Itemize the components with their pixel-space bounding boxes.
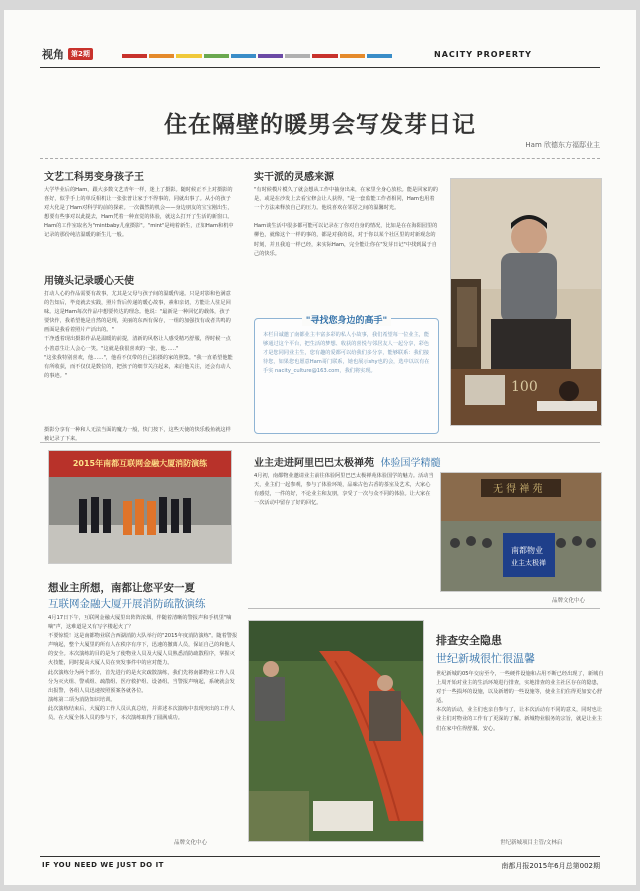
photo-taiji bbox=[440, 472, 602, 592]
section-divider-2 bbox=[248, 608, 600, 609]
footer-rule bbox=[40, 856, 600, 857]
heading-taiji-main: 业主走进阿里巴巴太极禅苑 bbox=[254, 458, 374, 469]
paragraph-fire: 4月17日下午，互联网金融大厦里出阵阵浓烟，伴随着清晰的警报声和手机里"嘀嘀"声，这难道是又有写字楼起火了？ 不要惊慌！这是南都物业联合西湖消防大队举行的"2015年度消防演练"。随着警报声响起，整个大厦里的所有人在秩序有序下，迅速的撤离人员，保证自己的和他人的安全。本次演练的目的是为了使物业人员及大厦人员熟悉消防疏散程序，掌握灭火技能，同时提高大厦人员在突发事件中的应对能力。 此次演练分为两个部分，首先进行的是火灾疏散演练，我们先将南都物业工作人员分为灭火组、警戒组、疏散组、医疗救护组、设备组。当警报声响起，系统就会发出报警，各组人员迅速按照预案各就各位。 演练第二项为消防知识培训。 此次演练结束后，大厦的工作人员认真总结，并讲述本次演练中表现突出的工作人员。在大厦全体人员的参与下，本次演练取得了圆满成功。 bbox=[48, 615, 238, 722]
callout-box bbox=[254, 318, 439, 434]
caption-taiji: 品牌文化中心 bbox=[552, 598, 586, 604]
paragraph-safety: 世纪新城的05年交房至今，一些硬件设施和占用不断已经出现了，新城自上周开始对业主的生活环境进行排查，实地排查的业主社区存在的隐患，对于一些损坏的设施，以及新增的一些设施等，使业主们住得更加安心舒适。 本次的活动，业主们也亲自参与了，让本次活动有不同的意义，同时也让业主们对物业的工作有了更深的了解。新城物业服务的宗旨，就是让业主们在家中住得舒服、安心。 bbox=[436, 671, 604, 732]
brand-label: NACITY PROPERTY bbox=[434, 50, 532, 59]
svg-text:南都物业: 南都物业 bbox=[511, 546, 543, 555]
color-bar-segment bbox=[176, 54, 201, 58]
color-bar-segment bbox=[204, 54, 229, 58]
paragraph-ham-1: 大学毕业后的Ham，跟大多数文艺青年一样，迷上了摄影。随时候正不上对摄影的喜好，似乎手上的单反相机让一张张普让家于不得事的，同就出事了。从小的孩子对大化是了Ham对科学的前的探索。一次偶然的机会——身边朋友的宝宝刚出生，想要有些事对以此提去，Ham凭着一种直觉的体验，就这么打开了生活的新窗口。Ham的工作室取名为"mintbaby儿童摄影"。"mint"是纯着新生，正如Ham和机中记录的那份纯洁温暖的新生儿一般。 bbox=[44, 187, 234, 239]
issue-tag: 第2期 bbox=[68, 48, 93, 60]
color-bars bbox=[122, 54, 392, 58]
paragraph-ham-2: 打动人心的作品需要有故事，尤其是父母与孩子间的温暖传递。只是对影和色满意的告知后，毕竟就去实践，照片背后传递的暖心故事，素和亲切，方能让人驻足回味。这是Ham每次作品中想要传达的理念。他说："最新是一种回忆的载体，孩子要快作，我希望他是自然的是现，美丽的东西有保存，一组的加强技有或者共鸣的画面是我看着照片产活出的。" 干净透着现出摄影作品是温暖的前提，清新的风格让人感受精巧舒服，得时候一点小善意生让人会心一笑。"这就是我很喜欢的一张，他……" "这张我特别喜欢，他……"，他看不仅带的自己拍摄的家的照集。"我一直希望他能有所收获，而不仅仅是数位的，把孩子的细节关注起来，来启他关注，还会有动人的事迹。" bbox=[44, 291, 233, 379]
heading-ham-3: 实干派的灵感来源 bbox=[254, 172, 334, 183]
article-title: 住在隔壁的暖男会写发芽日记 bbox=[164, 112, 476, 138]
color-bar-segment bbox=[367, 54, 392, 58]
heading-ham-1: 文艺工科男变身孩子王 bbox=[44, 172, 144, 183]
svg-text:业主太极禅: 业主太极禅 bbox=[511, 559, 546, 567]
heading-ham-2: 用镜头记录暖心天使 bbox=[44, 276, 134, 287]
heading-safety-2: 世纪新城很忙很温馨 bbox=[436, 652, 535, 665]
color-bar-segment bbox=[258, 54, 283, 58]
color-bar-segment bbox=[340, 54, 365, 58]
heading-fire-1: 想业主所想，南都让您平安一夏 bbox=[48, 582, 195, 594]
footer-slogan: IF YOU NEED WE JUST DO IT bbox=[42, 861, 164, 869]
photo-ham bbox=[450, 178, 602, 426]
photo-garden-repair bbox=[248, 620, 424, 842]
heading-safety-1: 排查安全隐患 bbox=[436, 634, 502, 647]
color-bar-segment bbox=[312, 54, 337, 58]
caption-safety: 世纪新城项目主管/文林启 bbox=[500, 840, 563, 846]
color-bar-segment bbox=[285, 54, 310, 58]
callout-title: "寻找您身边的高手" bbox=[255, 313, 438, 326]
section-label: 视角 bbox=[42, 48, 64, 61]
paragraph-ham-3: 摄影分享有一种和人无法当面的魔力一般，快门按下，这些天使的快乐般鱼就这样被记录了下来。 bbox=[44, 427, 231, 442]
svg-text:无 得 禅 苑: 无 得 禅 苑 bbox=[493, 484, 543, 495]
header-rule bbox=[40, 67, 600, 68]
photo-fire-drill bbox=[48, 450, 232, 564]
heading-taiji-sub: 体验国学精髓 bbox=[380, 458, 441, 469]
paragraph-taiji: 4月初，南都物业邀请业主前往体验阿里巴巴太极禅苑体验国学的魅力。活动当天，业主们一起参观，参与了体验环境，品味古色古香的茶室及艺术，大家心有感觉，一件的好，不论业主和友朋，享受了一次与众不同的体验。让大家在一次活动中留存了好的回忆。 bbox=[254, 473, 434, 507]
byline: Ham 欣德东方福邸业主 bbox=[525, 141, 600, 149]
footer-issue: 南都月报2015年6月总第002期 bbox=[501, 862, 600, 870]
svg-text:100: 100 bbox=[511, 379, 538, 395]
color-bar-segment bbox=[122, 54, 147, 58]
heading-taiji bbox=[254, 454, 440, 469]
section-divider-1 bbox=[40, 442, 600, 443]
heading-fire-2: 互联网金融大厦开展消防疏散演练 bbox=[48, 598, 206, 610]
magazine-page bbox=[4, 10, 636, 885]
color-bar-segment bbox=[149, 54, 174, 58]
paragraph-ham-4: "有时候模片模久了就会想从工作中抽身出来，在家里全身心放松。能是回家的的是，或是在沙发上去看宝修会让人获得，"是一套监能工作者相同，Ham也用着一个方法来释放自己的压力。他说喜欢在邻居之间的温馨时光。 Ham谈生活中很多都可能可以记录在了你对自身的情况，比如是在在海阳园里的柳色，就像这个一样的事的，都是对我的说，对于你以某个社区里的对新观念的时刻，并且我追一样已经，来实际Ham，完全能让你在"发芽日记"中找到属于自己的快乐。 bbox=[254, 187, 438, 257]
fire-drill-banner: 2015年南都互联网金融大厦消防演练 bbox=[72, 459, 208, 468]
caption-fire: 品牌文化中心 bbox=[174, 840, 208, 846]
section-header bbox=[42, 46, 93, 62]
color-bar-segment bbox=[231, 54, 256, 58]
byline-rule bbox=[40, 158, 600, 159]
callout-text: 本栏目诚邀了南都业主丰富多彩的私人小故事，我们希望每一位业主，能够通过这个平台，把生活的梦想、收获的喜悦与邻居友人一起分享，彩色才是您同同业主生，您有趣的爱都可以给我们多分享，能够联系：我们接待您，如果您也愿意Ham哥门联系，她也展示shy也的会，选中以以有在手实 nacity_culture@163.com，我们将实现。 bbox=[263, 332, 430, 375]
